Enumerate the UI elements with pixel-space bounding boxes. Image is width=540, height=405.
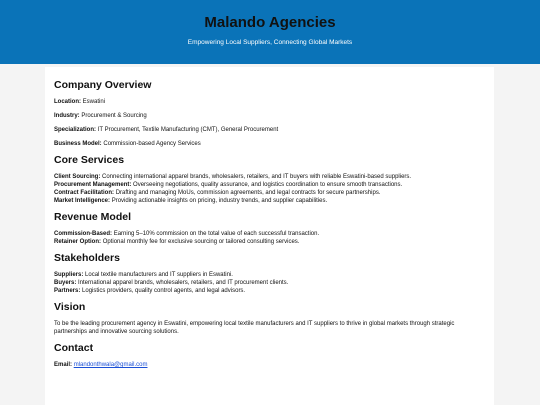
field-value: Local textile manufacturers and IT suppliers in Eswatini.	[85, 272, 233, 278]
field-value: International apparel brands, wholesalers, retailers, and IT procurement clients.	[78, 280, 289, 286]
field-value: Earning 5–10% commission on the total value of each successful transaction.	[113, 231, 320, 237]
field-value: IT Procurement, Textile Manufacturing (CMT), General Procurement	[97, 127, 279, 133]
field-value: Optional monthly fee for exclusive sourcing or tailored consulting services.	[102, 239, 300, 245]
field-label: Retainer Option:	[54, 239, 102, 245]
overview-specialization	[54, 126, 485, 134]
vision-text: To be the leading procurement agency in Eswatini, empowering local textile manufacturers and IT suppliers to thrive in global markets through strategic partnerships and innovative sourcing solutions.	[54, 321, 455, 335]
field-value: Procurement & Sourcing	[81, 113, 147, 119]
field-value: Overseeing negotiations, quality assurance, and logistics coordination to ensure smooth transactions.	[133, 182, 403, 188]
service-procurement-management	[54, 181, 485, 189]
field-label: Specialization:	[54, 127, 97, 133]
company-title: Malando Agencies	[204, 14, 336, 31]
section-heading-services: Core Services	[54, 154, 125, 166]
overview-business-model	[54, 140, 485, 148]
field-value: Connecting international apparel brands, wholesalers, retailers, and IT buyers with reliable Eswatini-based suppliers.	[102, 174, 412, 180]
field-label: Email:	[54, 362, 73, 368]
field-label: Contract Facilitation:	[54, 190, 115, 196]
revenue-retainer	[54, 238, 485, 246]
field-label: Suppliers:	[54, 272, 84, 278]
field-label: Business Model:	[54, 141, 102, 147]
revenue-list	[54, 230, 485, 246]
field-value: Eswatini	[82, 99, 106, 105]
field-label: Client Sourcing:	[54, 174, 101, 180]
section-heading-vision: Vision	[54, 301, 86, 313]
service-market-intelligence	[54, 197, 485, 205]
stakeholders-list	[54, 271, 485, 295]
field-value: Drafting and managing MoUs, commission agreements, and legal contracts for secure partnerships.	[115, 190, 381, 196]
service-client-sourcing	[54, 173, 485, 181]
field-label: Buyers:	[54, 280, 77, 286]
overview-industry	[54, 112, 485, 120]
field-label: Industry:	[54, 113, 80, 119]
stakeholder-suppliers	[54, 271, 485, 279]
section-heading-contact: Contact	[54, 342, 94, 354]
page-header	[0, 0, 540, 64]
field-label: Commission-Based:	[54, 231, 113, 237]
section-heading-stakeholders: Stakeholders	[54, 252, 120, 264]
field-label: Partners:	[54, 288, 81, 294]
stakeholder-buyers	[54, 279, 485, 287]
field-label: Market Intelligence:	[54, 198, 111, 204]
section-heading-overview: Company Overview	[54, 79, 152, 91]
field-label: Location:	[54, 99, 81, 105]
section-heading-revenue: Revenue Model	[54, 211, 132, 223]
email-link[interactable]: mlandonthwala@gmail.com	[73, 362, 148, 368]
contact-email-row	[54, 361, 485, 369]
field-value: Commission-based Agency Services	[103, 141, 201, 147]
overview-list	[54, 98, 485, 148]
stakeholder-partners	[54, 287, 485, 295]
main-content	[45, 67, 494, 405]
overview-location	[54, 98, 485, 106]
services-list	[54, 173, 485, 205]
contact-list	[54, 361, 485, 369]
revenue-commission	[54, 230, 485, 238]
tagline: Empowering Local Suppliers, Connecting Global Markets	[187, 39, 353, 46]
service-contract-facilitation	[54, 189, 485, 197]
field-label: Procurement Management:	[54, 182, 132, 188]
field-value: Logistics providers, quality control agents, and legal advisors.	[82, 288, 246, 294]
field-value: Providing actionable insights on pricing, industry trends, and supplier capabilities.	[111, 198, 328, 204]
